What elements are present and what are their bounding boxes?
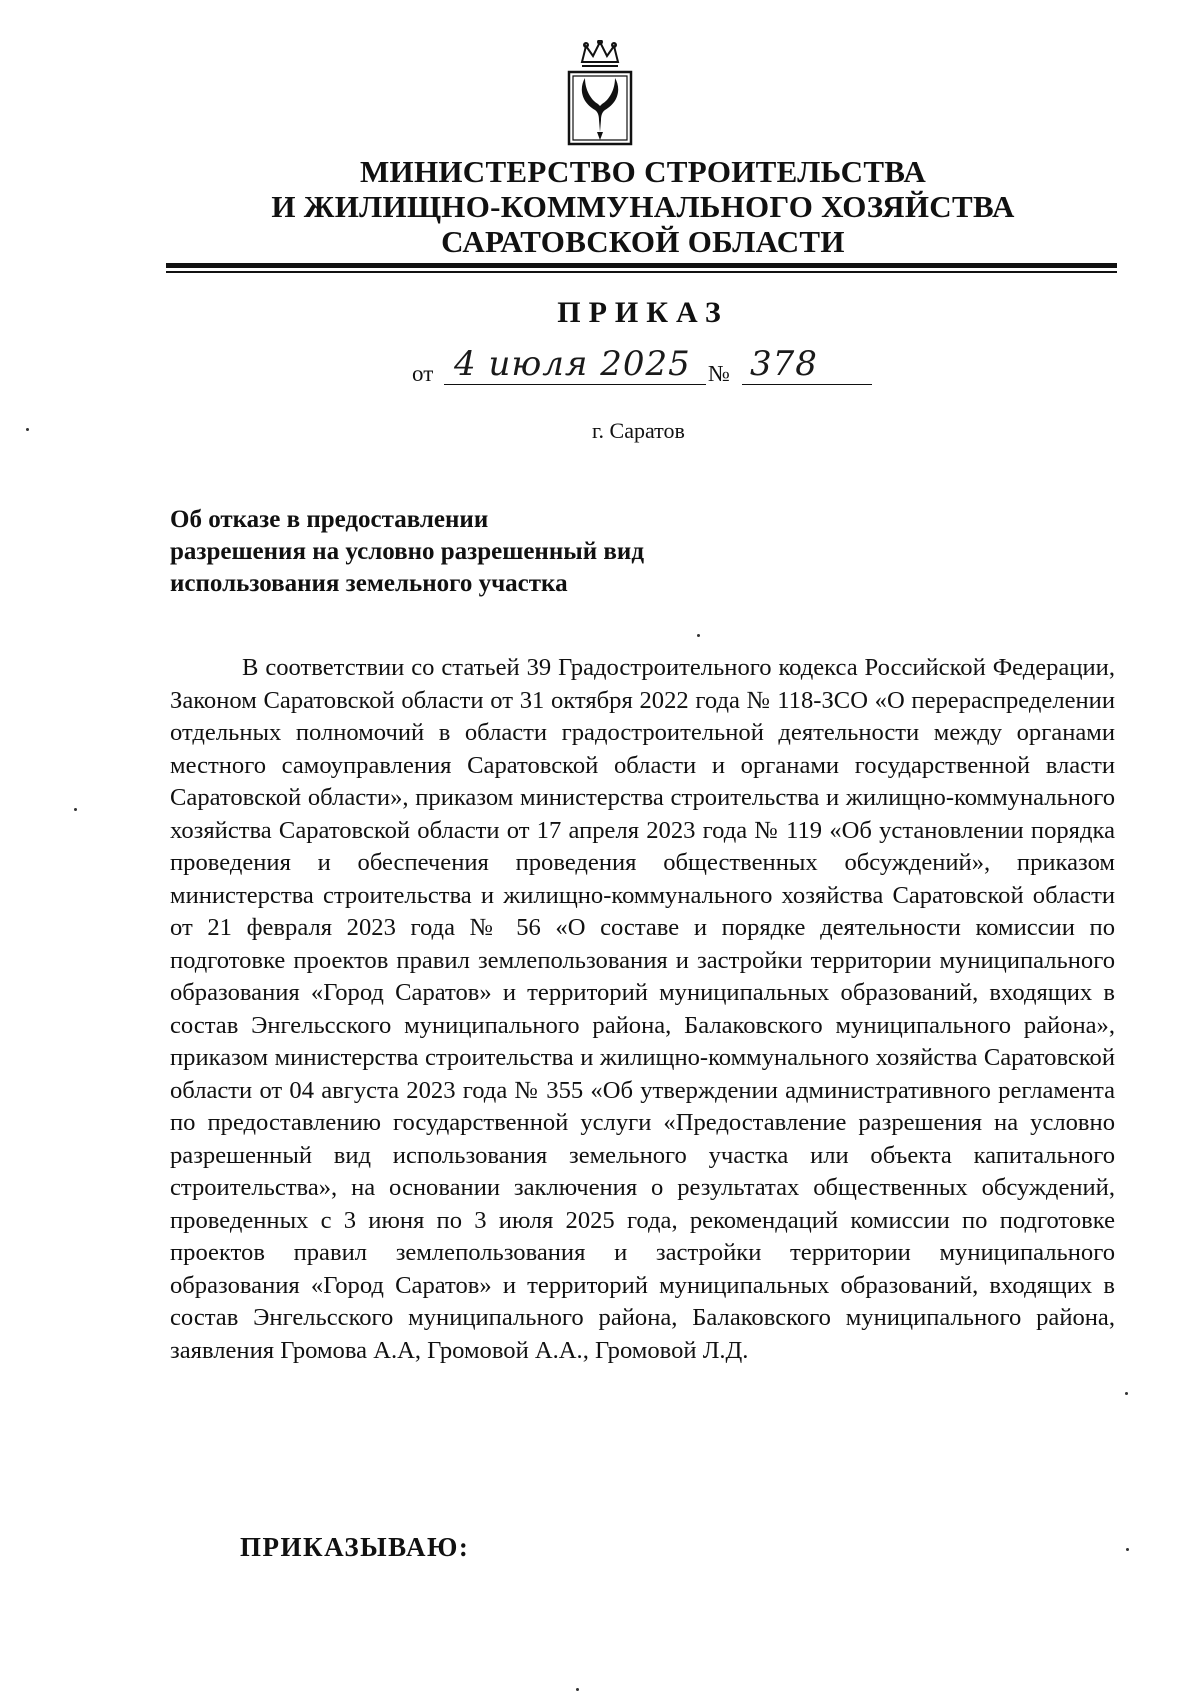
number-prefix: № [708, 361, 730, 386]
subject-line-2: разрешения на условно разрешенный вид [170, 538, 644, 565]
header-divider-thick [166, 263, 1117, 268]
number-handwritten: 378 [750, 344, 818, 384]
ministry-line-2: И ЖИЛИЩНО-КОММУНАЛЬНОГО ХОЗЯЙСТВА [271, 189, 1015, 224]
date-prefix: от [412, 361, 434, 386]
document-title: ПРИКАЗ [557, 296, 729, 329]
date-field [444, 344, 706, 385]
ministry-line-3: САРАТОВСКОЙ ОБЛАСТИ [441, 224, 845, 259]
header-divider-thin [166, 271, 1117, 273]
preamble-paragraph: В соответствии со статьей 39 Градостроительного кодекса Российской Федерации, Законом Саратовской области от 31 октября 2022 года № 118-ЗСО «О перераспределении отдельных полномочий в области градостроительной деятельности между органами местного самоуправления Саратовской области и органами государственной власти Саратовской области», приказом министерства строительства и жилищно-коммунального хозяйства Саратовской области от 17 апреля 2023 года № 119 «Об установлении порядка проведения и обеспечения проведения общественных обсуждений», приказом министерства строительства и жилищно-коммунального хозяйства Саратовской области от 21 февраля 2023 года № 56 «О составе и порядке деятельности комиссии по подготовке проектов правил землепользования и застройки территории муниципального образования «Город Саратов» и территорий муниципальных образований, входящих в состав Энгельсского муниципального района, Балаковского муниципального района», приказом министерства строительства и жилищно-коммунального хозяйства Саратовской области от 04 августа 2023 года № 355 «Об утверждении административного регламента по предоставлению государственной услуги «Предоставление разрешения на условно разрешенный вид использования земельного участка или объекта капитального строительства», на основании заключения о результатах общественных обсуждений, проведенных с 3 июня по 3 июля 2025 года, рекомендаций комиссии по подготовке проектов правил землепользования и застройки территории муниципального образования «Город Саратов» и территорий муниципальных образований, входящих в состав Энгельсского муниципального района, Балаковского муниципального района, заявления Громова А.А, Громовой А.А., Громовой Л.Д. [170, 654, 1115, 1364]
scan-speck [697, 634, 700, 637]
ministry-line-1: МИНИСТЕРСТВО СТРОИТЕЛЬСТВА [359, 154, 927, 189]
scan-speck [26, 428, 29, 431]
number-field [742, 344, 872, 385]
scan-speck [1125, 1392, 1128, 1395]
subject-line-3: использования земельного участка [170, 570, 568, 597]
scan-speck [576, 1688, 579, 1691]
subject-line-1: Об отказе в предоставлении [170, 506, 489, 533]
scan-speck [1126, 1548, 1129, 1551]
coat-of-arms-icon [555, 40, 645, 152]
date-handwritten: 4 июля 2025 [454, 344, 691, 384]
scan-speck [74, 808, 77, 811]
ministry-name [168, 154, 1118, 259]
order-subject [170, 504, 644, 600]
city: г. Саратов [592, 418, 685, 443]
order-directive: ПРИКАЗЫВАЮ: [240, 1532, 470, 1562]
